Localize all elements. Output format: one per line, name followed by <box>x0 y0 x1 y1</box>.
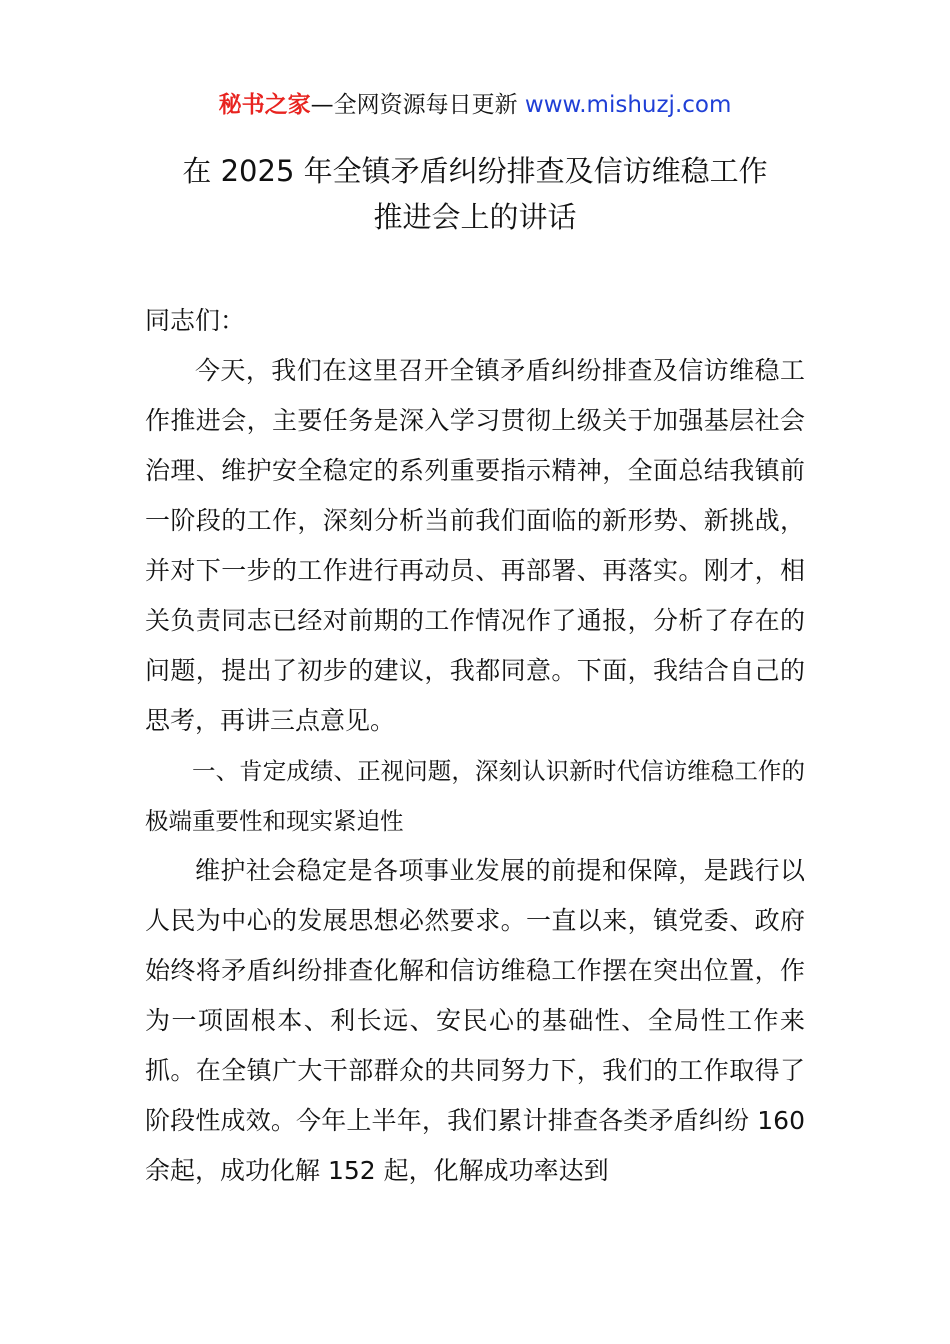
paragraph-intro: 今天，我们在这里召开全镇矛盾纠纷排查及信访维稳工作推进会，主要任务是深入学习贯彻上级关于加强基层社会治理、维护安全稳定的系列重要指示精神，全面总结我镇前一阶段的工作，深刻分析当前我们面临的新形势、新挑战，并对下一步的工作进行再动员、再部署、再落实。刚才，相关负责同志已经对前期的工作情况作了通报，分析了存在的问题，提出了初步的建议，我都同意。下面，我结合自己的思考，再讲三点意见。 <box>145 356 805 735</box>
site-url-link[interactable]: www.mishuzj.com <box>524 92 732 118</box>
section-heading-1: 一、肯定成绩、正视问题，深刻认识新时代信访维稳工作的极端重要性和现实紧迫性 <box>145 757 805 835</box>
header-tagline: —全网资源每日更新 <box>310 92 525 118</box>
speech-body <box>145 296 805 1196</box>
title-line-2: 推进会上的讲话 <box>373 200 577 234</box>
greeting: 同志们： <box>145 306 246 335</box>
paragraph-section-1: 维护社会稳定是各项事业发展的前提和保障，是践行以人民为中心的发展思想必然要求。一直以来，镇党委、政府始终将矛盾纠纷排查化解和信访维稳工作摆在突出位置，作为一项固根本、利长远、安民心的基础性、全局性工作来抓。在全镇广大干部群众的共同努力下，我们的工作取得了阶段性成效。今年上半年，我们累计排查各类矛盾纠纷 160 余起，成功化解 152 起，化解成功率达到 <box>145 856 805 1185</box>
document-title <box>0 148 950 240</box>
title-line-1: 在 2025 年全镇矛盾纠纷排查及信访维稳工作 <box>182 154 768 188</box>
brand-name: 秘书之家 <box>218 92 311 118</box>
site-header <box>0 88 950 122</box>
